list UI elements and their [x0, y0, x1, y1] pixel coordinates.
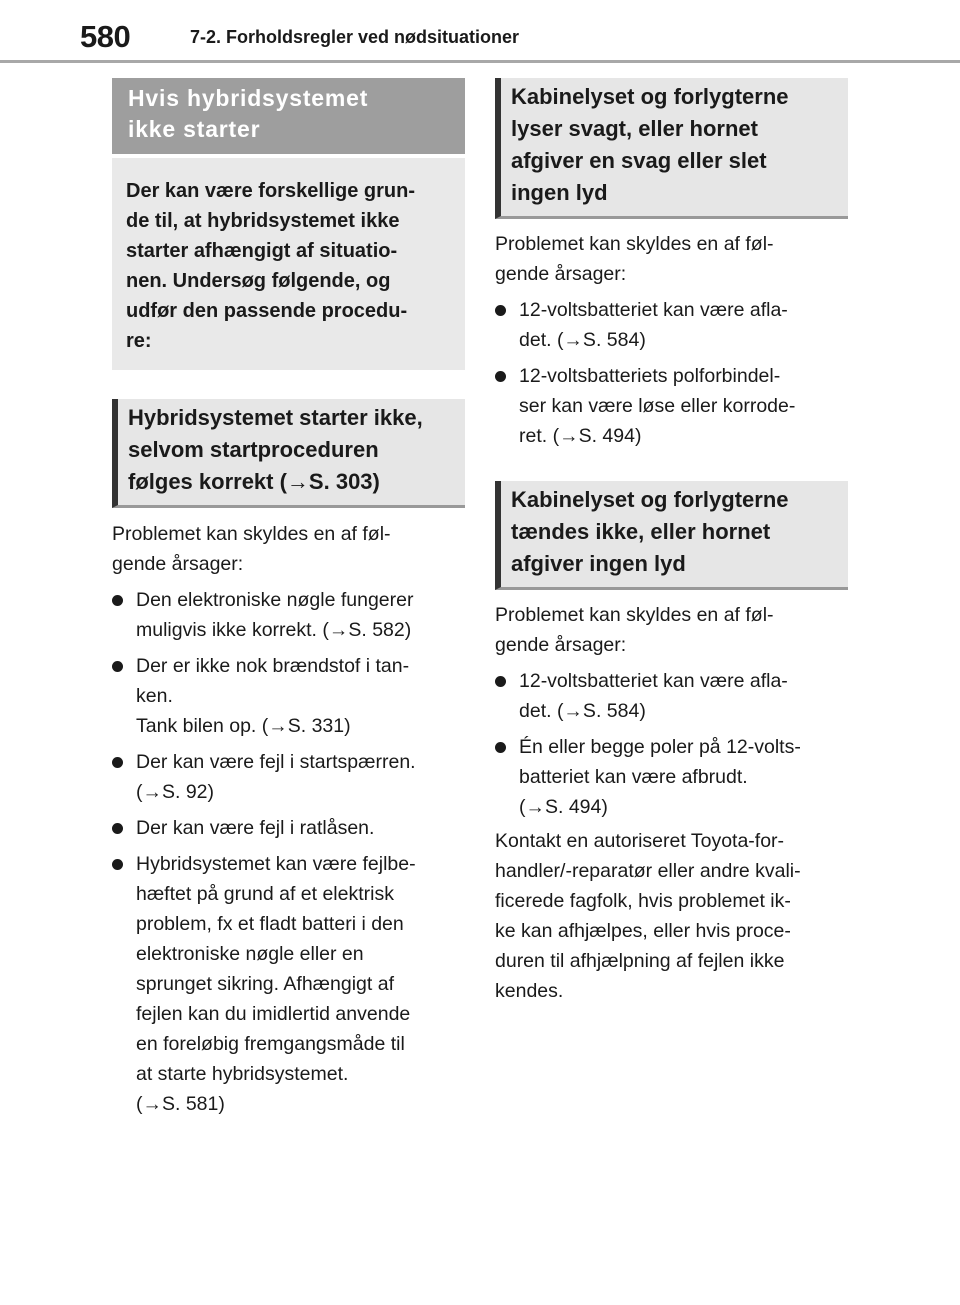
page-number: 580: [80, 19, 131, 54]
bullet-line: (→S. 494): [519, 796, 608, 818]
header-rule: [0, 60, 960, 63]
bullet-line: Der er ikke nok brændstof i tan-: [136, 655, 410, 677]
sub-heading-line: Hybridsystemet starter ikke,: [128, 405, 423, 430]
bullet-line: batteriet kan være afbrudt.: [519, 766, 748, 788]
list-item: [112, 747, 465, 807]
closing-line: duren til afhjælpning af fejlen ikke: [495, 950, 785, 972]
sub-heading-line: tændes ikke, eller hornet: [511, 519, 771, 544]
bullet-line: det. (→S. 584): [519, 329, 646, 351]
list-item: [112, 849, 465, 1119]
list-item: [495, 295, 848, 355]
closing-line: handler/-reparatør eller andre kvali-: [495, 860, 801, 882]
bullet-icon: [112, 859, 123, 870]
sub-heading-line: følges korrekt (→S. 303): [128, 469, 380, 494]
bullet-line: muligvis ikke korrekt. (→S. 582): [136, 619, 412, 641]
bullet-line: fejlen kan du imidlertid anvende: [136, 1003, 411, 1025]
bullet-icon: [495, 371, 506, 382]
sub-heading-line: selvom startproceduren: [128, 437, 379, 462]
bullet-line: Én eller begge poler på 12-volts-: [519, 736, 801, 758]
list-item: [112, 813, 465, 843]
bullet-line: Der kan være fejl i startspærren.: [136, 751, 416, 773]
cause-list: [495, 295, 848, 451]
closing-paragraph: [495, 826, 848, 1006]
sub-heading-no-start: [112, 399, 465, 508]
cause-paragraph: [112, 519, 465, 579]
cause-line: Problemet kan skyldes en af føl-: [495, 233, 774, 255]
list-item: [495, 666, 848, 726]
list-item: [495, 732, 848, 822]
bullet-line: hæftet på grund af et elektrisk: [136, 883, 394, 905]
cause-line: gende årsager:: [495, 634, 627, 656]
intro-line: de til, at hybridsystemet ikke: [126, 210, 400, 232]
bullet-icon: [112, 661, 123, 672]
bullet-icon: [495, 305, 506, 316]
bullet-icon: [495, 676, 506, 687]
bullet-icon: [495, 742, 506, 753]
closing-line: Kontakt en autoriseret Toyota-for-: [495, 830, 785, 852]
cause-line: gende årsager:: [112, 553, 244, 575]
cause-paragraph: [495, 600, 848, 660]
left-column: [112, 78, 465, 1119]
sub-heading-line: ingen lyd: [511, 180, 608, 205]
bullet-line: det. (→S. 584): [519, 700, 646, 722]
intro-line: Der kan være forskellige grun-: [126, 180, 415, 202]
bullet-line: 12-voltsbatteriet kan være afla-: [519, 299, 788, 321]
bullet-line: at starte hybridsystemet.: [136, 1063, 349, 1085]
closing-line: ficerede fagfolk, hvis problemet ik-: [495, 890, 791, 912]
bullet-line: 12-voltsbatteriet kan være afla-: [519, 670, 788, 692]
bullet-icon: [112, 757, 123, 768]
bullet-line: Der kan være fejl i ratlåsen.: [136, 817, 375, 839]
intro-line: re:: [126, 330, 152, 352]
intro-line: starter afhængigt af situatio-: [126, 240, 398, 262]
bullet-line: (→S. 581): [136, 1093, 225, 1115]
list-item: [495, 361, 848, 451]
cause-paragraph: [495, 229, 848, 289]
bullet-line: sprunget sikring. Afhængigt af: [136, 973, 394, 995]
bullet-icon: [112, 823, 123, 834]
main-heading-line: Hvis hybridsystemet: [128, 85, 369, 111]
sub-heading-line: Kabinelyset og forlygterne: [511, 487, 789, 512]
bullet-line: Hybridsystemet kan være fejlbe-: [136, 853, 416, 875]
right-column: [495, 78, 848, 1006]
cause-line: Problemet kan skyldes en af føl-: [495, 604, 774, 626]
bullet-line: 12-voltsbatteriets polforbindel-: [519, 365, 781, 387]
main-heading: [112, 78, 465, 154]
bullet-line: Tank bilen op. (→S. 331): [136, 715, 351, 737]
page-header: [0, 0, 960, 64]
main-heading-line: ikke starter: [128, 116, 261, 142]
list-item: [112, 585, 465, 645]
bullet-line: problem, fx et fladt batteri i den: [136, 913, 404, 935]
intro-line: nen. Undersøg følgende, og: [126, 270, 391, 292]
intro-line: udfør den passende procedu-: [126, 300, 408, 322]
bullet-line: elektroniske nøgle eller en: [136, 943, 364, 965]
bullet-line: en foreløbig fremgangsmåde til: [136, 1033, 405, 1055]
bullet-line: Den elektroniske nøgle fungerer: [136, 589, 414, 611]
sub-heading-no-lights: [495, 481, 848, 590]
cause-list: [495, 666, 848, 822]
bullet-icon: [112, 595, 123, 606]
sub-heading-line: afgiver en svag eller slet: [511, 148, 767, 173]
sub-heading-line: Kabinelyset og forlygterne: [511, 84, 789, 109]
bullet-line: ser kan være løse eller korrode-: [519, 395, 796, 417]
list-item: [112, 651, 465, 741]
cause-list: [112, 585, 465, 1119]
sub-heading-dim-lights: [495, 78, 848, 219]
sub-heading-line: afgiver ingen lyd: [511, 551, 686, 576]
sub-heading-line: lyser svagt, eller hornet: [511, 116, 758, 141]
closing-line: kendes.: [495, 980, 564, 1002]
bullet-line: (→S. 92): [136, 781, 215, 803]
cause-line: Problemet kan skyldes en af føl-: [112, 523, 391, 545]
cause-line: gende årsager:: [495, 263, 627, 285]
intro-box: [112, 158, 465, 370]
bullet-line: ret. (→S. 494): [519, 425, 642, 447]
bullet-line: ken.: [136, 685, 173, 707]
section-title: 7-2. Forholdsregler ved nødsituationer: [190, 27, 520, 47]
closing-line: ke kan afhjælpes, eller hvis proce-: [495, 920, 791, 942]
